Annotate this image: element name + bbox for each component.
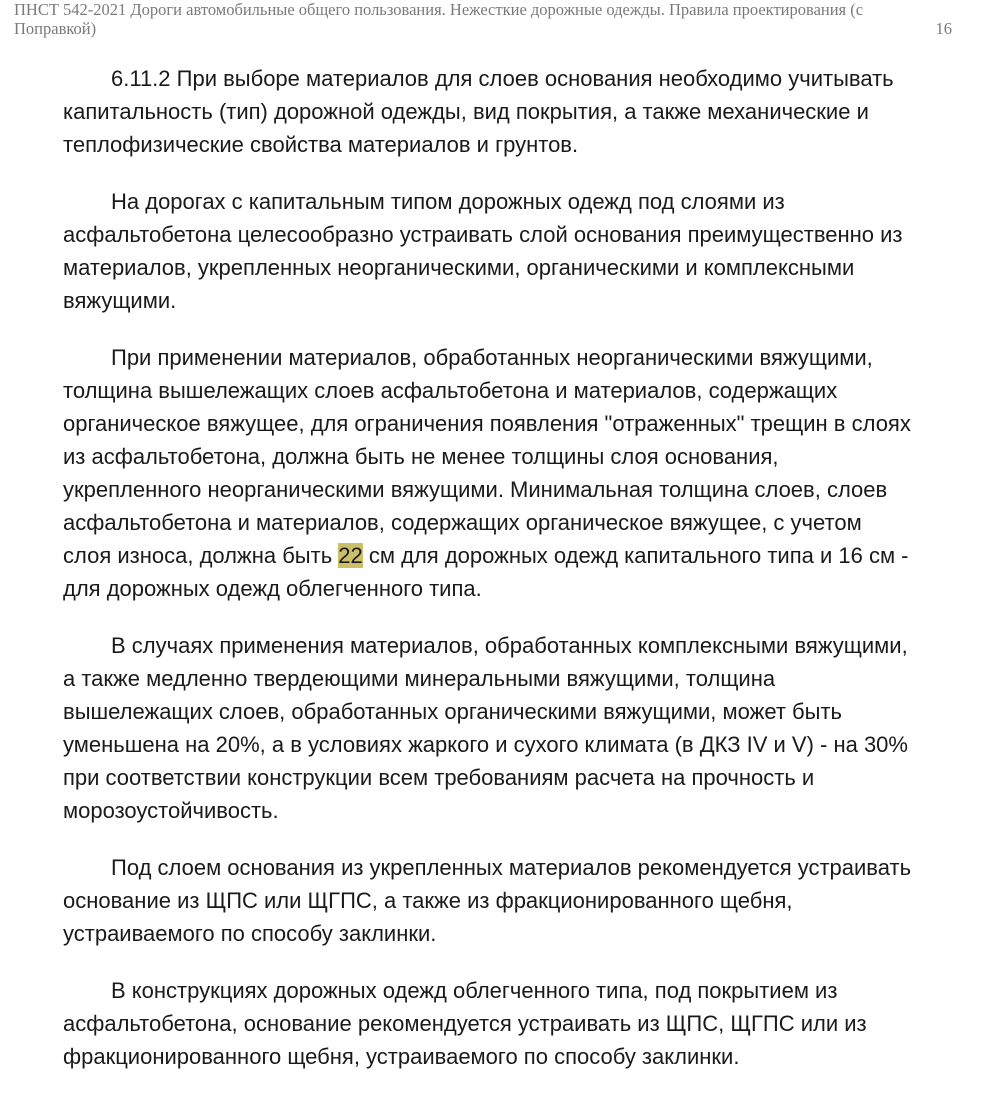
paragraph-line: при соответствии конструкции всем требованиям расчета на прочность и (63, 765, 815, 790)
paragraph-inorganic-binders (15, 341, 950, 605)
paragraph-line-highlighted: слоя износа, должна быть 22 см для дорожных одежд капитального типа и 16 см - (63, 543, 909, 568)
paragraph-line: а также медленно твердеющими минеральными вяжущими, толщина (63, 666, 776, 691)
paragraph-line: из асфальтобетона, должна быть не менее толщины слоя основания, (63, 444, 779, 469)
paragraph-line: Под слоем основания из укрепленных материалов рекомендуется устраивать (111, 855, 912, 880)
paragraph-line: морозоустойчивость. (63, 798, 279, 823)
paragraph-line: теплофизические свойства материалов и грунтов. (63, 132, 579, 157)
header-title-continued: Поправкой) (14, 19, 97, 38)
paragraph-light-type (15, 974, 950, 1073)
paragraph-line: вяжущими. (63, 288, 177, 313)
paragraph-line: В случаях применения материалов, обработанных комплексными вяжущими, (111, 633, 908, 658)
paragraph-line: асфальтобетона и материалов, содержащих органическое вяжущее, с учетом (63, 510, 862, 535)
paragraph-line: основание из ЩПС или ЩГПС, а также из фракционированного щебня, (63, 888, 793, 913)
paragraph-line: 6.11.2 При выборе материалов для слоев основания необходимо учитывать (111, 66, 894, 91)
paragraph-line: укрепленного неорганическими вяжущими. Минимальная толщина слоев, слоев (63, 477, 888, 502)
paragraph-line: вышележащих слоев, обработанных органическими вяжущими, может быть (63, 699, 842, 724)
paragraph-line: В конструкциях дорожных одежд облегченного типа, под покрытием из (111, 978, 838, 1003)
paragraph-line: При применении материалов, обработанных неорганическими вяжущими, (111, 345, 873, 370)
search-highlight: 22 (338, 543, 363, 568)
paragraph-line: На дорогах с капитальным типом дорожных одежд под слоями из (111, 189, 785, 214)
paragraph-line: материалов, укрепленных неорганическими, органическими и комплексными (63, 255, 855, 280)
header-title-line-2 (14, 19, 952, 38)
paragraph-line: уменьшена на 20%, а в условиях жаркого и сухого климата (в ДКЗ IV и V) - на 30% (63, 732, 908, 757)
paragraph-capital-type (15, 185, 950, 317)
paragraph-base-under-layer (15, 851, 950, 950)
document-body (15, 62, 950, 1097)
paragraph-line: асфальтобетона, основание рекомендуется устраивать из ЩПС, ЩГПС или из (63, 1011, 867, 1036)
paragraph-line: толщина вышележащих слоев асфальтобетона и материалов, содержащих (63, 378, 838, 403)
header-title: ПНСТ 542-2021 Дороги автомобильные общего пользования. Нежесткие дорожные одежды. Правила проектирования (с (14, 0, 864, 19)
page-number: 16 (935, 19, 952, 38)
paragraph-line: фракционированного щебня, устраиваемого по способу заклинки. (63, 1044, 740, 1069)
paragraph-line: устраиваемого по способу заклинки. (63, 921, 437, 946)
header-title-line-1 (14, 0, 952, 19)
paragraph-complex-binders (15, 629, 950, 827)
paragraph-line: асфальтобетона целесообразно устраивать слой основания преимущественно из (63, 222, 903, 247)
paragraph-6-11-2 (15, 62, 950, 161)
paragraph-line: для дорожных одежд облегченного типа. (63, 576, 482, 601)
paragraph-line: капитальность (тип) дорожной одежды, вид покрытия, а также механические и (63, 99, 869, 124)
document-header (14, 0, 952, 38)
paragraph-line: органическое вяжущее, для ограничения появления "отраженных" трещин в слоях (63, 411, 911, 436)
